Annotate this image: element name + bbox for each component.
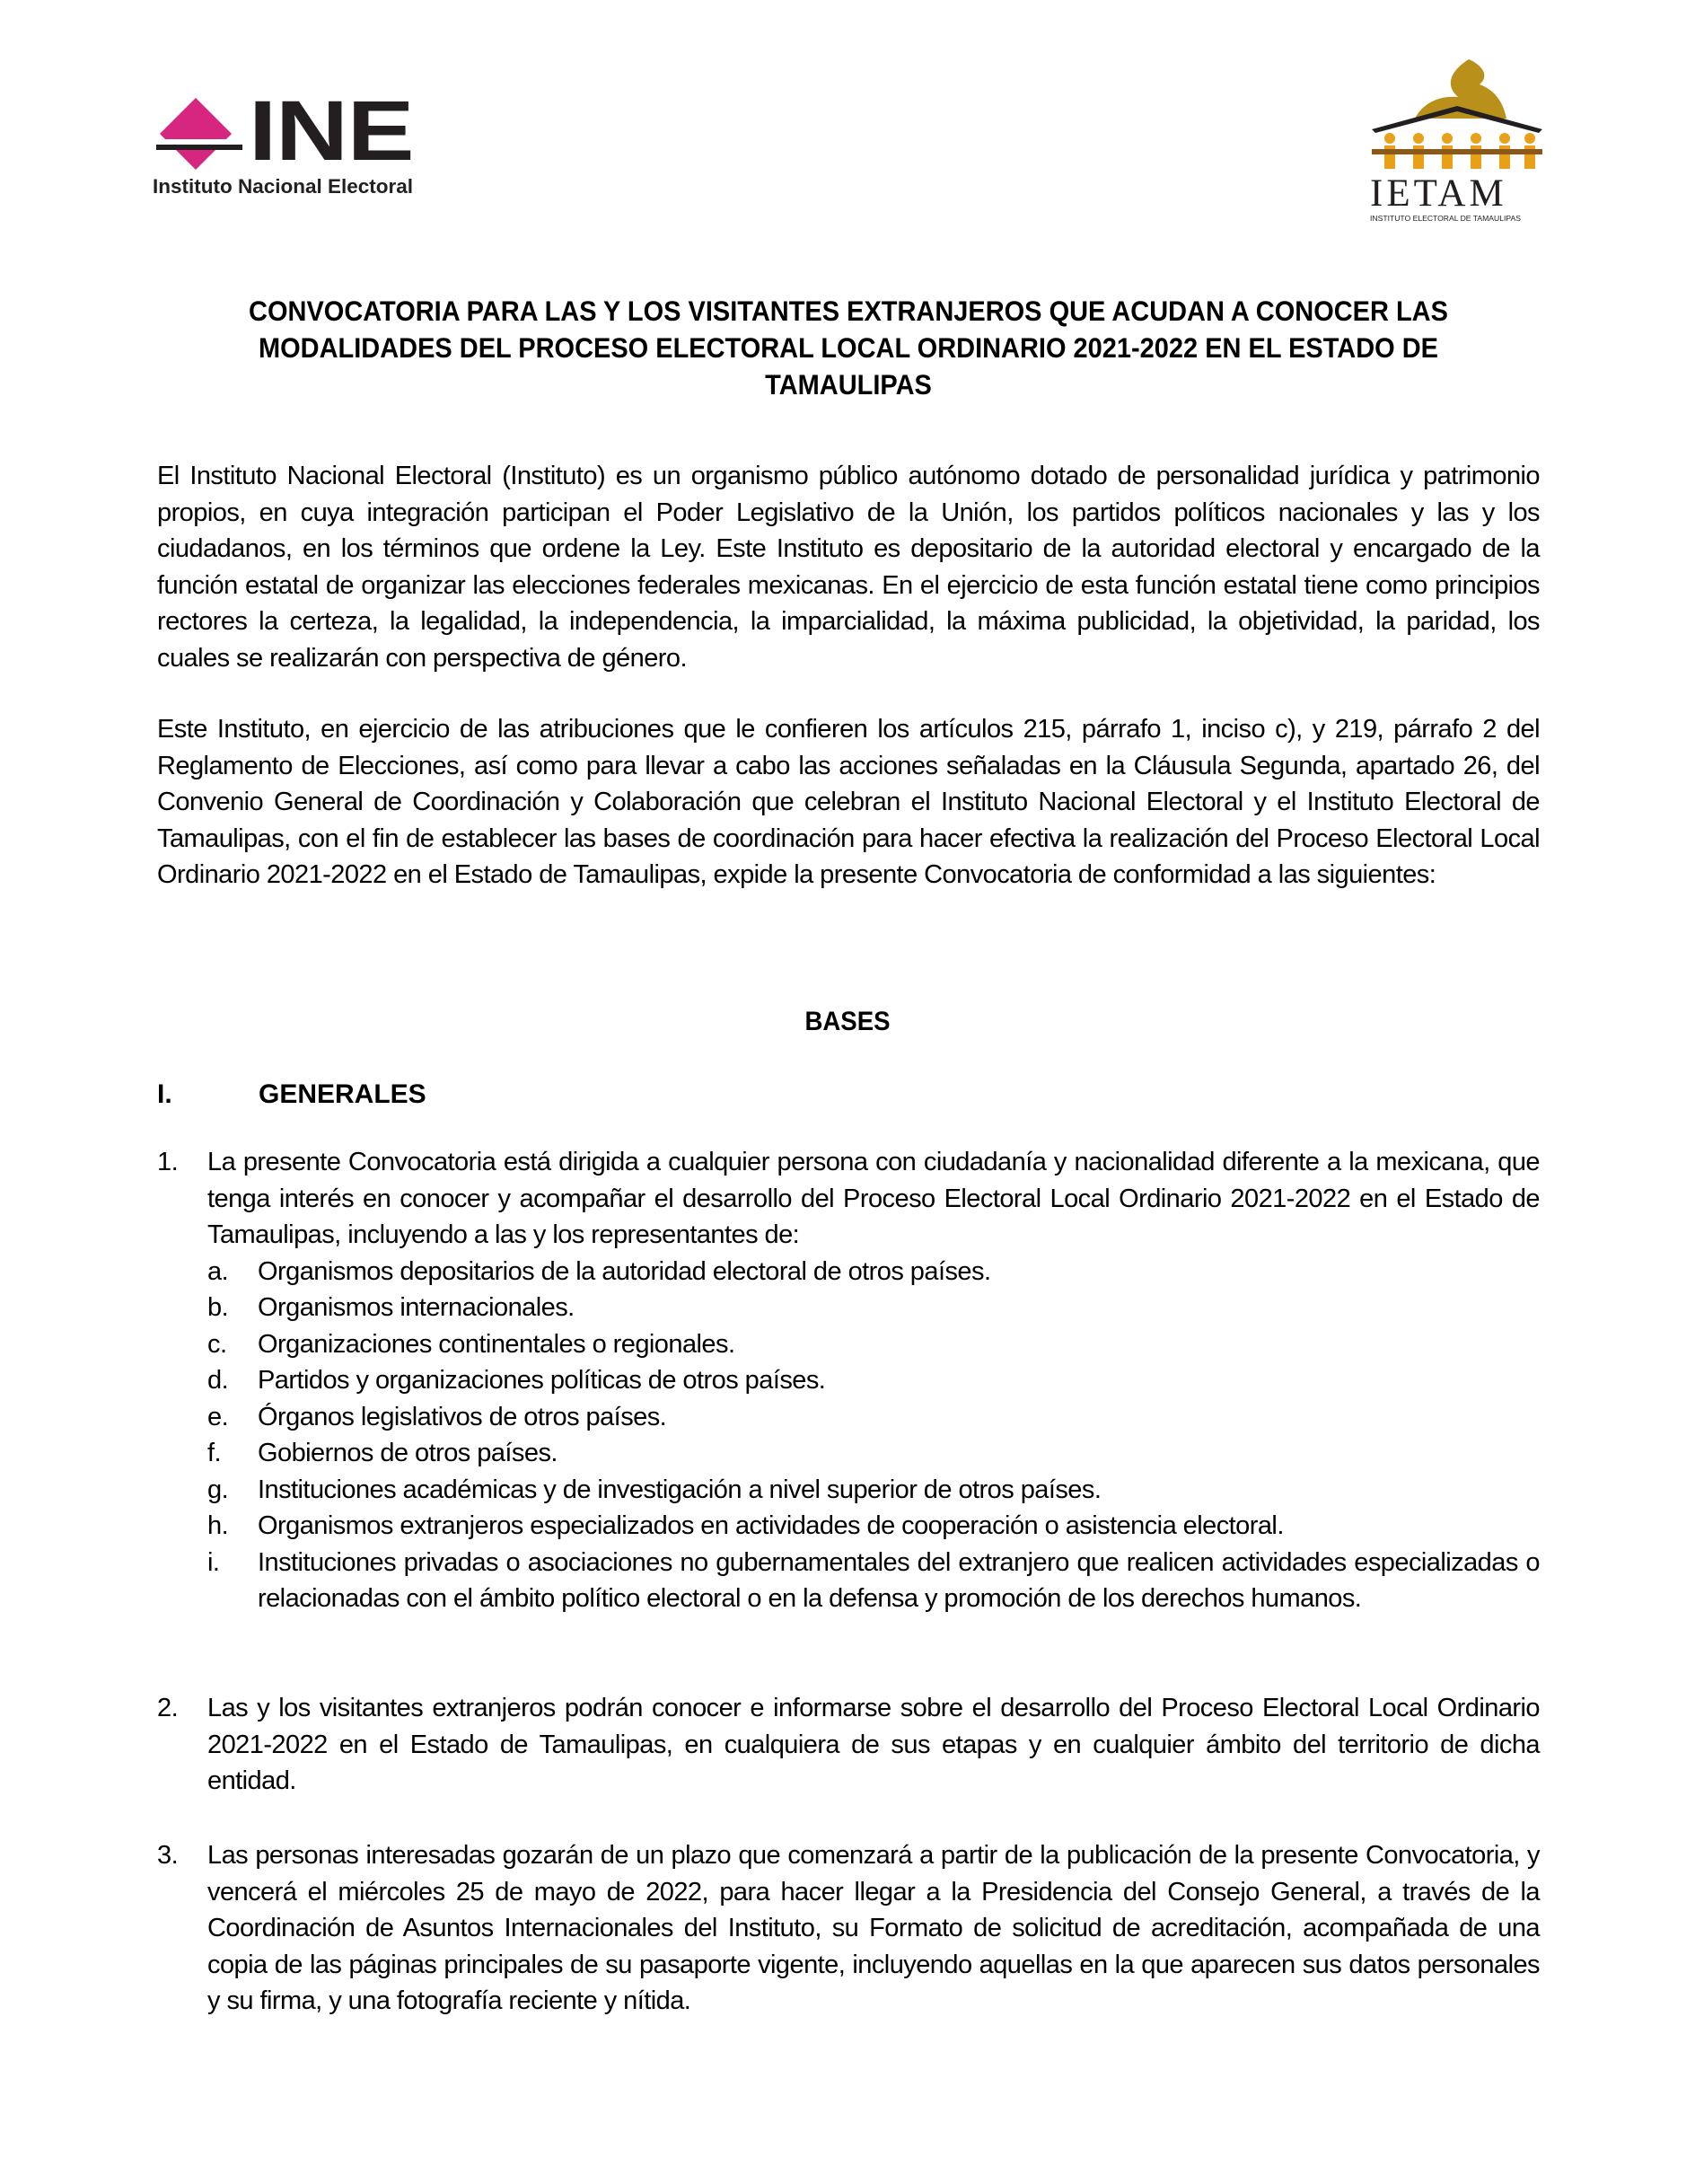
item-number: 3. xyxy=(157,1841,179,1870)
sub-item-letter: d. xyxy=(207,1366,229,1395)
list-item xyxy=(157,1837,1540,2020)
sub-list-item xyxy=(207,1326,1540,1363)
item-text: Las personas interesadas gozarán de un plazo que comenzará a partir de la publicación de la presente Convocatoria, y vencerá el miércoles 25 de mayo de 2022, para hacer llegar a la Presidencia del Consejo General, a través de la Coordinación de Asuntos Internacionales del Instituto, su Formato de solicitud de acreditación, acompañada de una copia de las páginas principales de su pasaporte vigente, incluyendo aquellas en la que aparecen sus datos personales y su firma, y una fotografía reciente y nítida. xyxy=(207,1841,1540,2015)
sub-item-letter: b. xyxy=(207,1293,229,1322)
sub-list-item xyxy=(207,1545,1540,1617)
list-item xyxy=(157,1690,1540,1800)
sub-item-text: Instituciones privadas o asociaciones no gubernamentales del extranjero que realicen actividades especializadas o relacionadas con el ámbito político electoral o en la defensa y promoción de los derechos humanos. xyxy=(258,1547,1540,1613)
sub-item-letter: f. xyxy=(207,1439,222,1467)
list-item xyxy=(157,1144,1540,1617)
sub-list-item xyxy=(207,1290,1540,1326)
item-text: La presente Convocatoria está dirigida a cualquier persona con ciudadanía y nacionalidad diferente a la mexicana, que tenga interés en conocer y acompañar el desarrollo del Proceso Electoral Local Ordinario 2021-2022 en el Estado de Tamaulipas, incluyendo a las y los representantes de: xyxy=(207,1148,1540,1249)
ietam-logo xyxy=(1363,56,1551,226)
section-number: I. xyxy=(157,1079,172,1109)
sub-list-item xyxy=(207,1472,1540,1509)
sub-item-text: Partidos y organizaciones políticas de otros países. xyxy=(258,1366,826,1395)
sub-item-letter: i. xyxy=(207,1547,220,1577)
sub-item-text: Gobiernos de otros países. xyxy=(258,1439,558,1467)
ine-wordmark: INE xyxy=(249,84,414,179)
bases-heading: BASES xyxy=(804,1007,891,1036)
sub-item-text: Organismos extranjeros especializados en actividades de cooperación o asistencia electoral. xyxy=(258,1511,1284,1540)
sub-item-text: Instituciones académicas y de investigación a nivel superior de otros países. xyxy=(258,1475,1102,1504)
item-number: 1. xyxy=(157,1148,179,1176)
sub-list-item xyxy=(207,1508,1540,1545)
ietam-subtitle: INSTITUTO ELECTORAL DE TAMAULIPAS xyxy=(1370,214,1521,223)
mandate-paragraph: Este Instituto, en ejercicio de las atribuciones que le confieren los artículos 215, párrafo 1, inciso c), y 219, párrafo 2 del Reglamento de Elecciones, así como para llevar a cabo las acciones señaladas en la Cláusula Segunda, apartado 26, del Convenio General de Coordinación y Colaboración que celebran el Instituto Nacional Electoral y el Instituto Electoral de Tamaulipas, con el fin de establecer las bases de coordinación para hacer efectiva la realización del Proceso Electoral Local Ordinario 2021-2022 en el Estado de Tamaulipas, expide la presente Convocatoria de conformidad a las siguientes: xyxy=(157,715,1540,889)
item-text: Las y los visitantes extranjeros podrán conocer e informarse sobre el desarrollo del Proceso Electoral Local Ordinario 2021-2022 en el Estado de Tamaulipas, en cualquiera de sus etapas y en cualquier ámbito del territorio de dicha entidad. xyxy=(207,1694,1540,1795)
document-title: CONVOCATORIA PARA LAS Y LOS VISITANTES EXTRANJEROS QUE ACUDAN A CONOCER LAS MODALIDADES DEL PROCESO ELECTORAL LOCAL ORDINARIO 2021-2022 EN EL ESTADO DE TAMAULIPAS xyxy=(249,295,1448,401)
sub-item-text: Organizaciones continentales o regionales. xyxy=(258,1329,735,1359)
sub-item-letter: g. xyxy=(207,1475,229,1504)
sub-item-letter: e. xyxy=(207,1402,229,1431)
sub-list-item xyxy=(207,1254,1540,1290)
sub-item-text: Órganos legislativos de otros países. xyxy=(258,1402,667,1431)
intro-paragraph: El Instituto Nacional Electoral (Instituto) es un organismo público autónomo dotado de personalidad jurídica y patrimonio propios, en cuya integración participan el Poder Legislativo de la Unión, los partidos políticos nacionales y las y los ciudadanos, en los términos que ordene la Ley. Este Instituto es depositario de la autoridad electoral y encargado de la función estatal de organizar las elecciones federales mexicanas. En el ejercicio de esta función estatal tiene como principios rectores la certeza, la legalidad, la independencia, la imparcialidad, la máxima publicidad, la objetividad, la paridad, los cuales se realizarán con perspectiva de género. xyxy=(157,462,1540,673)
sub-list xyxy=(207,1254,1540,1617)
ine-ballot-box-icon xyxy=(153,94,251,175)
sub-item-letter: h. xyxy=(207,1511,229,1540)
item-number: 2. xyxy=(157,1694,179,1722)
sub-item-text: Organismos internacionales. xyxy=(258,1293,575,1322)
sub-item-letter: a. xyxy=(207,1256,229,1286)
sub-item-text: Organismos depositarios de la autoridad electoral de otros países. xyxy=(258,1256,991,1286)
sub-list-item xyxy=(207,1435,1540,1472)
ine-subtitle: Instituto Nacional Electoral xyxy=(153,175,414,198)
ietam-emblem-icon xyxy=(1363,56,1551,172)
sub-list-item xyxy=(207,1362,1540,1399)
section-heading xyxy=(157,1077,426,1113)
ietam-wordmark: IETAM xyxy=(1370,172,1507,215)
sub-list-item xyxy=(207,1399,1540,1436)
ine-logo xyxy=(153,84,476,202)
section-title: GENERALES xyxy=(259,1079,426,1109)
sub-item-letter: c. xyxy=(207,1329,227,1359)
